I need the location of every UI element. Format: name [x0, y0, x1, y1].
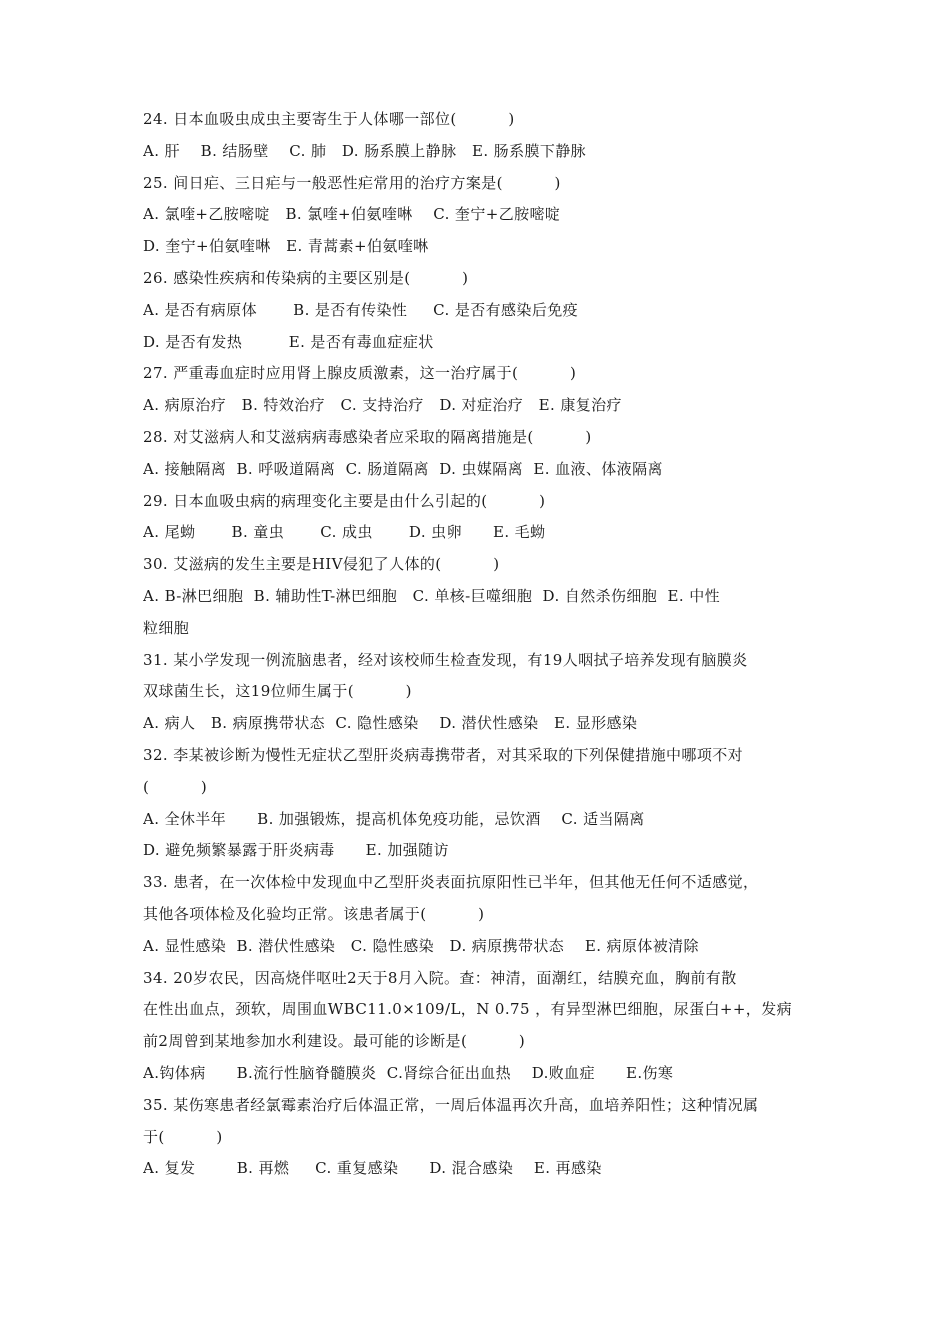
question-35-options: A. 复发 B. 再燃 C. 重复感染 D. 混合感染 E. 再感染 — [143, 1159, 602, 1178]
question-31-options: A. 病人 B. 病原携带状态 C. 隐性感染 D. 潜伏性感染 E. 显形感染 — [143, 714, 638, 733]
question-34-options: A.钩体病 B.流行性脑脊髓膜炎 C.肾综合征出血热 D.败血症 E.伤寒 — [143, 1063, 674, 1082]
question-24-options: A. 肝 B. 结肠壁 C. 肺 D. 肠系膜上静脉 E. 肠系膜下静脉 — [143, 141, 587, 160]
question-list — [143, 104, 811, 1185]
question-31-stem: 双球菌生长，这19位师生属于( ) — [143, 682, 412, 701]
question-35-stem: 于( ) — [143, 1127, 223, 1146]
question-30-stem: 30. 艾滋病的发生主要是HIV侵犯了人体的( ) — [143, 555, 500, 574]
question-32-options: A. 全休半年 B. 加强锻炼，提高机体免疫功能，忌饮酒 C. 适当隔离 — [143, 809, 645, 828]
question-33-options: A. 显性感染 B. 潜伏性感染 C. 隐性感染 D. 病原携带状态 E. 病原体被清除 — [143, 936, 699, 955]
question-26-options: A. 是否有病原体 B. 是否有传染性 C. 是否有感染后免疫 — [143, 300, 579, 319]
question-33-stem: 33. 患者，在一次体检中发现血中乙型肝炎表面抗原阳性已半年，但其他无任何不适感觉， — [143, 873, 759, 892]
question-32-stem: 32. 李某被诊断为慢性无症状乙型肝炎病毒携带者，对其采取的下列保健措施中哪项不对 — [143, 745, 744, 764]
question-24-stem: 24. 日本血吸虫成虫主要寄生于人体哪一部位( ) — [143, 110, 515, 128]
question-30-options: 粒细胞 — [143, 618, 190, 637]
question-27-options: A. 病原治疗 B. 特效治疗 C. 支持治疗 D. 对症治疗 E. 康复治疗 — [143, 396, 622, 415]
question-25-stem: 25. 间日疟、三日疟与一般恶性疟常用的治疗方案是( ) — [143, 173, 561, 192]
question-27-stem: 27. 严重毒血症时应用肾上腺皮质激素，这一治疗属于( ) — [143, 364, 577, 383]
question-35-stem: 35. 某伤寒患者经氯霉素治疗后体温正常，一周后体温再次升高，血培养阳性；这种情况属 — [143, 1095, 759, 1114]
question-29-options: A. 尾蚴 B. 童虫 C. 成虫 D. 虫卵 E. 毛蚴 — [143, 523, 546, 542]
question-32-stem: ( ) — [143, 777, 208, 796]
question-34-stem: 34. 20岁农民，因高烧伴呕吐2天于8月入院。查：神清，面潮红，结膜充血，胸前有散 — [143, 968, 737, 987]
question-26-options: D. 是否有发热 E. 是否有毒血症症状 — [143, 332, 434, 351]
question-34-stem: 在性出血点，颈软，周围血WBC11.0×109/L，N 0.75 ，有异型淋巴细胞，尿蛋白++，发病 — [143, 1000, 793, 1019]
question-26-stem: 26. 感染性疾病和传染病的主要区别是( ) — [143, 268, 469, 287]
question-33-stem: 其他各项体检及化验均正常。该患者属于( ) — [143, 904, 485, 923]
question-34-stem: 前2周曾到某地参加水利建设。最可能的诊断是( ) — [143, 1032, 526, 1051]
question-25-options: A. 氯喹+乙胺嘧啶 B. 氯喹+伯氨喹啉 C. 奎宁+乙胺嘧啶 — [143, 205, 561, 224]
question-29-stem: 29. 日本血吸虫病的病理变化主要是由什么引起的( ) — [143, 491, 546, 510]
question-28-stem: 28. 对艾滋病人和艾滋病病毒感染者应采取的隔离措施是( ) — [143, 427, 592, 446]
question-28-options: A. 接触隔离 B. 呼吸道隔离 C. 肠道隔离 D. 虫媒隔离 E. 血液、体液隔离 — [143, 459, 663, 478]
question-32-options: D. 避免频繁暴露于肝炎病毒 E. 加强随访 — [143, 841, 449, 860]
question-30-options: A. B-淋巴细胞 B. 辅助性T-淋巴细胞 C. 单核-巨噬细胞 D. 自然杀伤细胞 E. 中性 — [143, 586, 721, 605]
question-31-stem: 31. 某小学发现一例流脑患者，经对该校师生检查发现，有19人咽拭子培养发现有脑膜炎 — [143, 650, 748, 669]
question-25-options: D. 奎宁+伯氨喹啉 E. 青蒿素+伯氨喹啉 — [143, 237, 429, 256]
